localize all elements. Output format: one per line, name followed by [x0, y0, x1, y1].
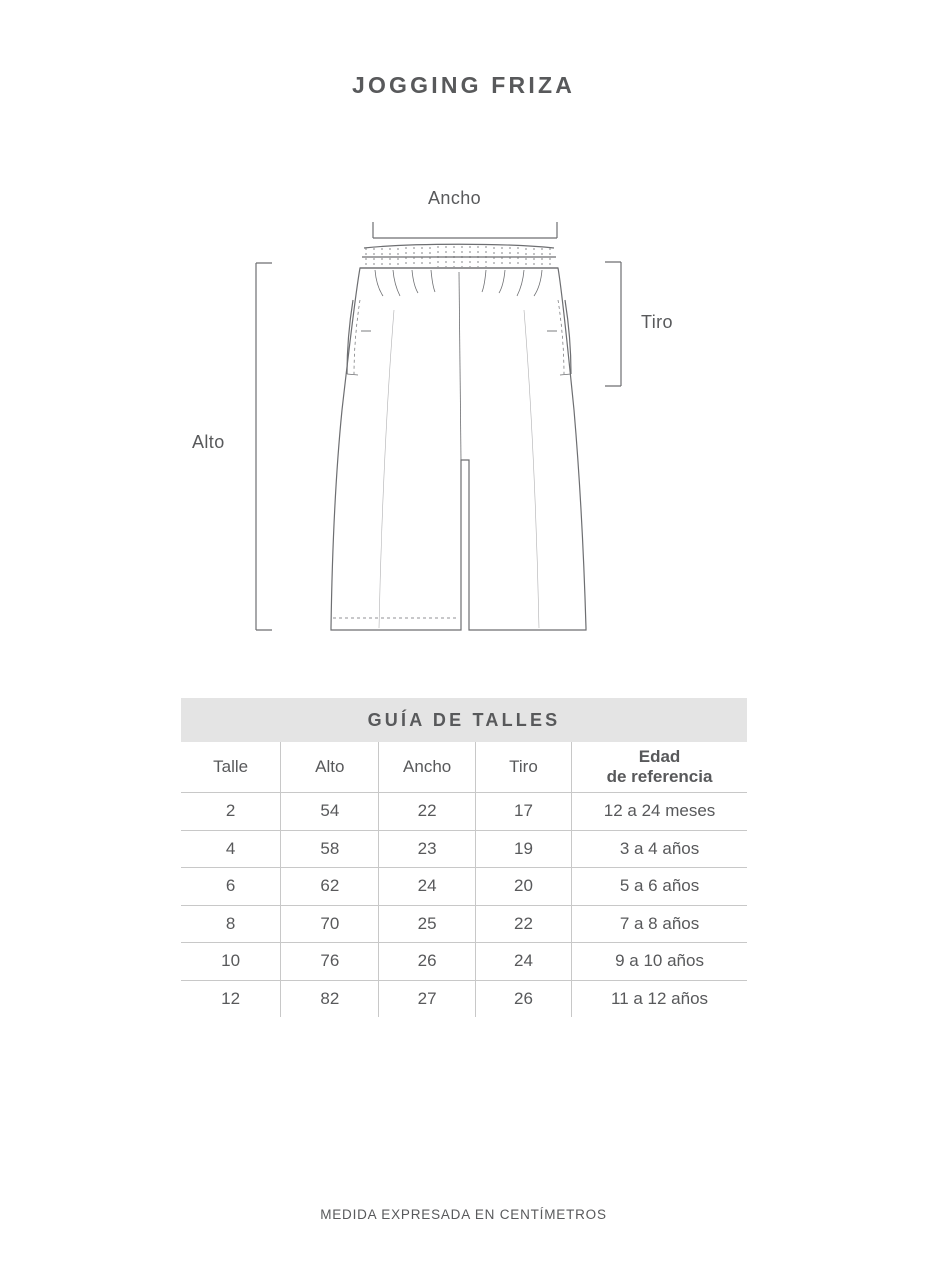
- cell-edad: 11 a 12 años: [572, 980, 747, 1017]
- table-row: [181, 905, 747, 943]
- cell-alto: 58: [281, 830, 379, 868]
- cell-ancho: 22: [379, 793, 475, 831]
- cell-ancho: 25: [379, 905, 475, 943]
- column-header-edad-line2: de referencia: [606, 767, 713, 786]
- cell-alto: 62: [281, 868, 379, 906]
- cell-tiro: 17: [475, 793, 571, 831]
- table-row: [181, 830, 747, 868]
- table-header-row: [181, 742, 747, 793]
- cell-tiro: 26: [475, 980, 571, 1017]
- measurement-footnote: MEDIDA EXPRESADA EN CENTÍMETROS: [320, 1207, 607, 1222]
- cell-tiro: 20: [475, 868, 571, 906]
- table-row: [181, 868, 747, 906]
- cell-talle: 4: [181, 830, 281, 868]
- cell-edad: 9 a 10 años: [572, 943, 747, 981]
- cell-alto: 54: [281, 793, 379, 831]
- column-header-edad: [572, 742, 747, 793]
- cell-edad: 7 a 8 años: [572, 905, 747, 943]
- measure-label-tiro: Tiro: [641, 312, 673, 332]
- cell-talle: 12: [221, 988, 241, 1008]
- cell-talle: 8: [181, 905, 281, 943]
- cell-alto: 76: [281, 943, 379, 981]
- cell-ancho: 27: [379, 980, 475, 1017]
- cell-ancho: 26: [379, 943, 475, 981]
- table-row: [181, 793, 747, 831]
- column-header-ancho: Ancho: [379, 742, 475, 793]
- measure-label-alto: Alto: [192, 432, 225, 452]
- column-header-talle: Talle: [181, 742, 281, 793]
- column-header-edad-line1: Edad: [638, 747, 681, 767]
- table-row: [181, 943, 747, 981]
- table-row: [181, 980, 747, 1017]
- size-guide-table-wrapper: [181, 698, 747, 1017]
- cell-tiro: 19: [475, 830, 571, 868]
- jogging-pants-icon: [150, 160, 790, 660]
- cell-talle: 2: [181, 793, 281, 831]
- cell-ancho: 23: [379, 830, 475, 868]
- measure-label-ancho: Ancho: [428, 188, 482, 208]
- size-guide-heading: GUÍA DE TALLES: [181, 698, 747, 742]
- page-title: JOGGING FRIZA: [351, 72, 576, 98]
- column-header-tiro: Tiro: [475, 742, 571, 793]
- cell-alto: 82: [281, 980, 379, 1017]
- column-header-alto: Alto: [281, 742, 379, 793]
- garment-illustration: [150, 160, 790, 660]
- cell-edad: 12 a 24 meses: [572, 793, 747, 831]
- cell-talle: 10: [181, 943, 281, 981]
- cell-talle: 6: [181, 868, 281, 906]
- size-guide-table: [181, 742, 747, 1017]
- cell-edad: 5 a 6 años: [572, 868, 747, 906]
- cell-ancho: 24: [379, 868, 475, 906]
- cell-tiro: 24: [475, 943, 571, 981]
- cell-tiro: 22: [475, 905, 571, 943]
- cell-edad: 3 a 4 años: [572, 830, 747, 868]
- cell-alto: 70: [281, 905, 379, 943]
